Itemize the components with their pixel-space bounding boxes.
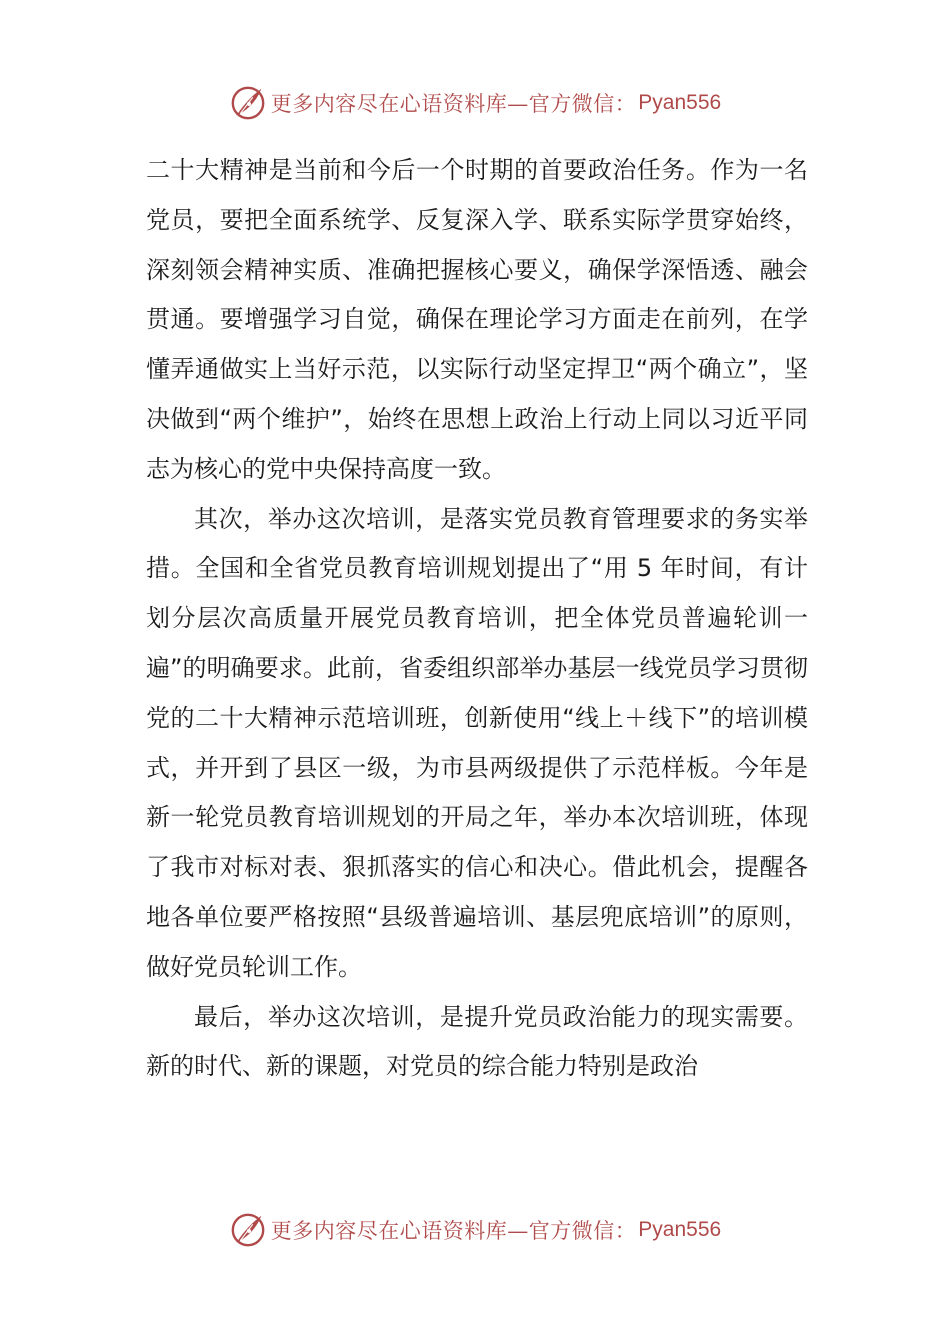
quill-pen-logo-icon <box>229 84 267 122</box>
quill-pen-logo-icon <box>229 1211 267 1249</box>
banner-text: 更多内容尽在心语资料库—官方微信： <box>270 1219 637 1243</box>
banner-text: 更多内容尽在心语资料库—官方微信： <box>270 92 637 116</box>
paragraph-3: 最后，举办这次培训，是提升党员政治能力的现实需要。新的时代、新的课题，对党员的综合能力特别是政治 <box>146 1002 808 1081</box>
header-watermark-banner <box>0 83 950 123</box>
paragraph-2: 其次，举办这次培训，是落实党员教育管理要求的务实举措。全国和全省党员教育培训规划提出了“用 5 年时间，有计划分层次高质量开展党员教育培训，把全体党员普遍轮训一遍”的明确要求。此前，省委组织部举办基层一线党员学习贯彻党的二十大精神示范培训班，创新使用“线上＋线下”的培训模式，并开到了县区一级，为市县两级提供了示范样板。今年是新一轮党员教育培训规划的开局之年，举办本次培训班，体现了我市对标对表、狠抓落实的信心和决心。借此机会，提醒各地各单位要严格按照“县级普遍培训、基层兜底培训”的原则，做好党员轮训工作。 <box>146 504 808 981</box>
footer-watermark-banner <box>0 1210 950 1250</box>
banner-wechat-id: Pyan556 <box>638 1218 722 1241</box>
paragraph-1: 二十大精神是当前和今后一个时期的首要政治任务。作为一名党员，要把全面系统学、反复深入学、联系实际学贯穿始终，深刻领会精神实质、准确把握核心要义，确保学深悟透、融会贯通。要增强学习自觉，确保在理论学习方面走在前列，在学懂弄通做实上当好示范，以实际行动坚定捍卫“两个确立”，坚决做到“两个维护”，始终在思想上政治上行动上同以习近平同志为核心的党中央保持高度一致。 <box>146 156 808 483</box>
body-text <box>146 146 808 1092</box>
banner-wechat-id: Pyan556 <box>638 91 722 114</box>
